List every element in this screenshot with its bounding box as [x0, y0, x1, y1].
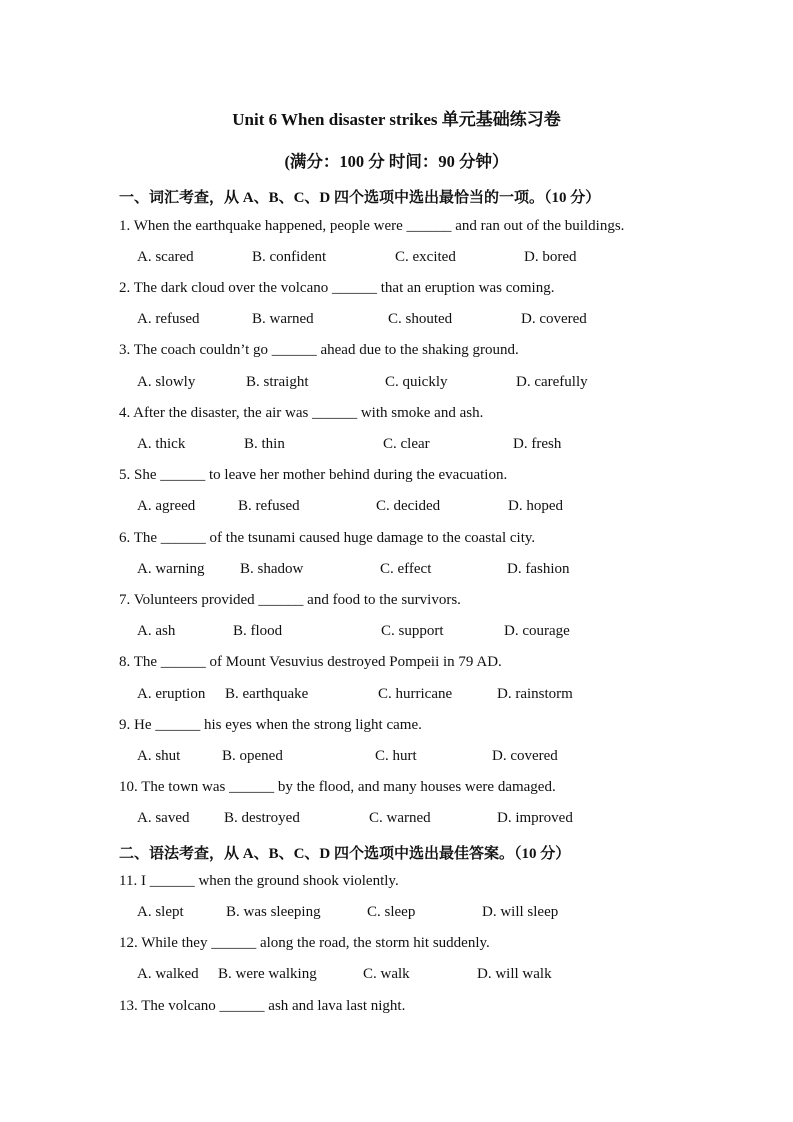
option-c: C. walk — [363, 966, 410, 982]
option-d: D. will walk — [477, 966, 552, 982]
question-stem: 9. He ______ his eyes when the strong light came. — [119, 717, 422, 733]
option-b: B. destroyed — [224, 810, 300, 826]
option-a: A. warning — [137, 561, 205, 577]
option-a: A. scared — [137, 249, 194, 265]
option-b: B. opened — [222, 748, 283, 764]
option-b: B. confident — [252, 249, 327, 265]
option-c: C. excited — [395, 249, 456, 265]
option-d: D. covered — [492, 748, 558, 764]
option-c: C. hurricane — [378, 686, 453, 702]
option-c: C. hurt — [375, 748, 417, 764]
section-heading-grammar: 二、语法考查，从 A、B、C、D 四个选项中选出最佳答案。（10 分） — [119, 846, 571, 862]
question-stem: 11. I ______ when the ground shook violently. — [119, 873, 399, 889]
option-b: B. refused — [238, 498, 300, 514]
option-d: D. courage — [504, 623, 570, 639]
option-c: C. shouted — [388, 311, 453, 327]
question-stem: 1. When the earthquake happened, people were ______ and ran out of the buildings. — [119, 218, 625, 234]
question-stem: 10. The town was ______ by the flood, and many houses were damaged. — [119, 779, 556, 795]
option-a: A. shut — [137, 748, 181, 764]
question-stem: 3. The coach couldn’t go ______ ahead due to the shaking ground. — [119, 342, 519, 358]
question-stem: 2. The dark cloud over the volcano ______ that an eruption was coming. — [119, 280, 555, 296]
option-d: D. fashion — [507, 561, 570, 577]
option-c: C. quickly — [385, 374, 448, 390]
option-d: D. hoped — [508, 498, 563, 514]
option-b: B. straight — [246, 374, 309, 390]
option-a: A. refused — [137, 311, 200, 327]
option-d: D. bored — [524, 249, 577, 265]
option-a: A. eruption — [137, 686, 206, 702]
option-b: B. shadow — [240, 561, 304, 577]
option-b: B. flood — [233, 623, 283, 639]
option-d: D. rainstorm — [497, 686, 573, 702]
option-b: B. were walking — [218, 966, 317, 982]
option-c: C. warned — [369, 810, 431, 826]
option-a: A. slept — [137, 904, 184, 920]
question-stem: 4. After the disaster, the air was ______ with smoke and ash. — [119, 405, 484, 421]
option-c: C. decided — [376, 498, 441, 514]
question-stem: 7. Volunteers provided ______ and food to the survivors. — [119, 592, 461, 608]
option-d: D. improved — [497, 810, 573, 826]
option-a: A. walked — [137, 966, 199, 982]
option-d: D. covered — [521, 311, 587, 327]
option-d: D. carefully — [516, 374, 588, 390]
page-title: Unit 6 When disaster strikes 单元基础练习卷 — [232, 110, 561, 129]
option-b: B. earthquake — [225, 686, 309, 702]
option-c: C. effect — [380, 561, 432, 577]
option-a: A. thick — [137, 436, 186, 452]
option-d: D. will sleep — [482, 904, 559, 920]
question-stem: 8. The ______ of Mount Vesuvius destroyed Pompeii in 79 AD. — [119, 654, 502, 670]
option-b: B. was sleeping — [226, 904, 321, 920]
option-b: B. warned — [252, 311, 314, 327]
page-subtitle: (满分：100 分 时间：90 分钟） — [284, 152, 509, 171]
section-heading-vocabulary: 一、词汇考查，从 A、B、C、D 四个选项中选出最恰当的一项。（10 分） — [119, 190, 601, 206]
option-c: C. sleep — [367, 904, 416, 920]
option-b: B. thin — [244, 436, 285, 452]
question-stem: 13. The volcano ______ ash and lava last night. — [119, 998, 406, 1014]
question-stem: 6. The ______ of the tsunami caused huge damage to the coastal city. — [119, 530, 536, 546]
option-c: C. support — [381, 623, 444, 639]
option-a: A. ash — [137, 623, 176, 639]
option-a: A. saved — [137, 810, 190, 826]
option-c: C. clear — [383, 436, 430, 452]
question-stem: 12. While they ______ along the road, the storm hit suddenly. — [119, 935, 490, 951]
option-d: D. fresh — [513, 436, 562, 452]
question-stem: 5. She ______ to leave her mother behind during the evacuation. — [119, 467, 508, 483]
option-a: A. slowly — [137, 374, 196, 390]
option-a: A. agreed — [137, 498, 196, 514]
